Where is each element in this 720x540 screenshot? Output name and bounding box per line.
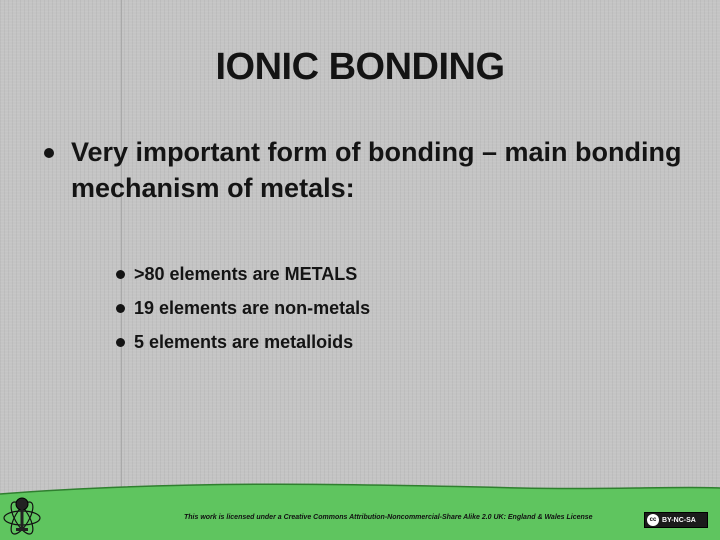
bullet-dot-icon: [116, 338, 125, 347]
cc-badge-label: BY-NC-SA: [662, 516, 696, 524]
bullet-dot-icon: [44, 148, 54, 158]
slide-title: IONIC BONDING: [215, 46, 505, 88]
main-bullet: [44, 134, 684, 206]
main-bullet-text: Very important form of bonding – main bonding mechanism of metals:: [71, 137, 682, 203]
cc-icon: cc: [647, 514, 659, 526]
sub-bullet: [116, 262, 357, 286]
sub-bullet-text: >80 elements are METALS: [134, 264, 358, 284]
sub-bullet-text: 5 elements are metalloids: [134, 332, 354, 352]
sub-bullet: [116, 330, 353, 354]
bullet-dot-icon: [116, 304, 125, 313]
sub-bullet: [116, 296, 370, 320]
license-text[interactable]: This work is licensed under a Creative Commons Attribution-Noncommercial-Share Alike 2.0 UK: England & Wales License: [184, 514, 593, 521]
bullet-dot-icon: [116, 270, 125, 279]
footer-band: [0, 482, 720, 540]
microphone-atom-icon: [0, 490, 44, 540]
cc-license-badge[interactable]: [644, 512, 708, 528]
sub-bullet-text: 19 elements are non-metals: [134, 298, 371, 318]
